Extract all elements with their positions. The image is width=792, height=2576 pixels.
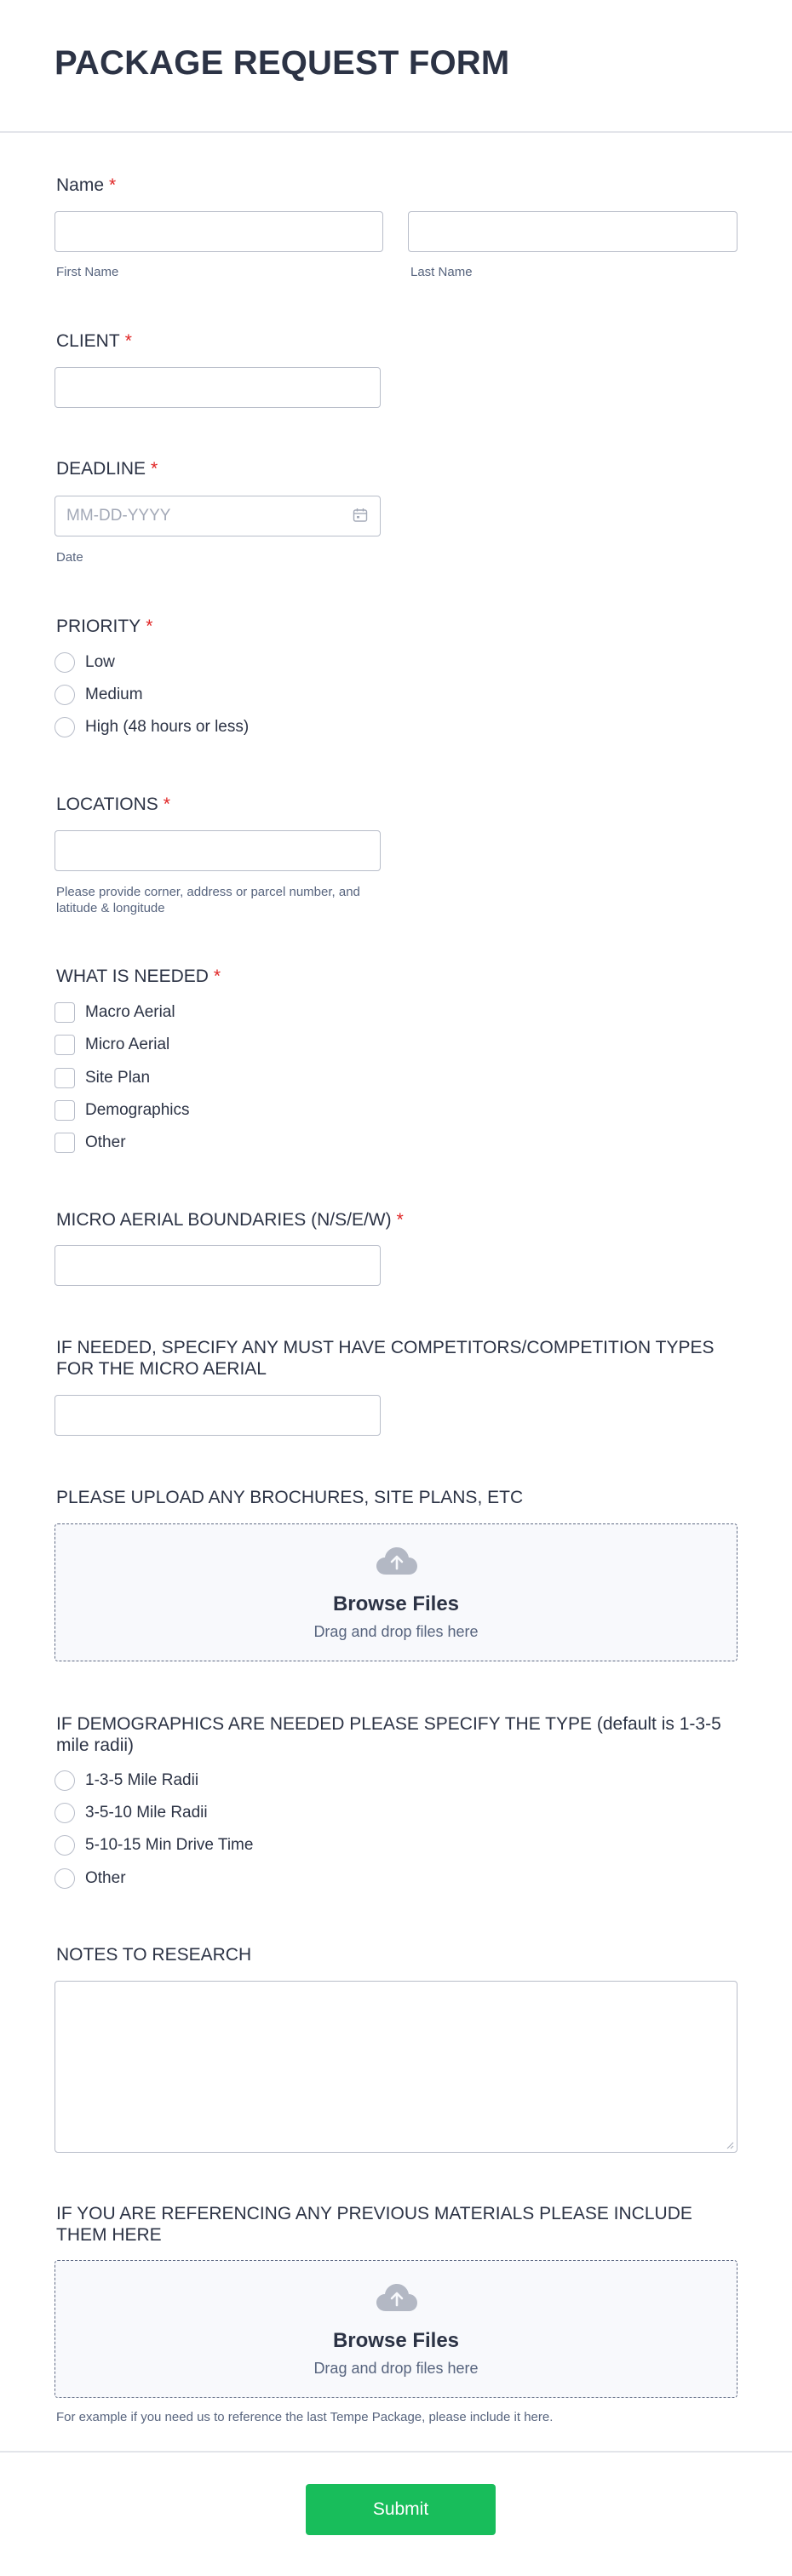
deadline-sublabel: Date [56,550,83,565]
first-name-sublabel: First Name [56,265,119,279]
checkbox[interactable] [55,1100,75,1121]
form-title: PACKAGE REQUEST FORM [55,44,510,82]
upload-previous-title: Browse Files [332,2329,460,2352]
deadline-placeholder: MM-DD-YYYY [66,507,171,525]
needed-option-other[interactable]: Other [55,1132,126,1154]
checkbox[interactable] [55,1133,75,1153]
needed-option-site-plan[interactable]: Site Plan [55,1067,150,1089]
upload-brochures-label: PLEASE UPLOAD ANY BROCHURES, SITE PLANS, ETC [56,1488,524,1507]
upload-previous-label: IF YOU ARE REFERENCING ANY PREVIOUS MATERIALS PLEASE INCLUDE THEM HERE [56,2204,692,2245]
needed-option-macro-aerial[interactable]: Macro Aerial [55,1001,175,1024]
calendar-icon[interactable] [353,508,368,523]
notes-textarea[interactable] [55,1981,737,2153]
competitors-label: IF NEEDED, SPECIFY ANY MUST HAVE COMPETITORS/COMPETITION TYPES FOR THE MICRO AERIAL [56,1338,715,1379]
boundaries-label: MICRO AERIAL BOUNDARIES (N/S/E/W) * [56,1210,404,1230]
locations-label: LOCATIONS * [56,795,170,814]
radio-button[interactable] [55,685,75,705]
upload-brochures-dropzone[interactable] [55,1523,737,1661]
radio-button[interactable] [55,652,75,673]
upload-previous-help: For example if you need us to reference the last Tempe Package, please include it here. [56,2410,554,2424]
submit-button[interactable]: Submit [306,2484,496,2535]
deadline-date-input[interactable] [55,496,381,536]
upload-brochures-hint: Drag and drop files here [313,1623,479,1640]
upload-previous-hint: Drag and drop files here [313,2360,479,2377]
demographics-option-drive-time[interactable]: 5-10-15 Min Drive Time [55,1834,253,1856]
cloud-upload-icon [376,1546,418,1575]
upload-previous-dropzone[interactable] [55,2260,737,2398]
client-label: CLIENT * [56,331,132,351]
priority-label: PRIORITY * [56,617,153,636]
needed-option-micro-aerial[interactable]: Micro Aerial [55,1034,169,1056]
boundaries-input[interactable] [55,1245,381,1286]
radio-button[interactable] [55,717,75,737]
priority-option-high[interactable]: High (48 hours or less) [55,716,249,738]
needed-option-demographics[interactable]: Demographics [55,1099,190,1122]
last-name-input[interactable] [408,211,737,252]
radio-button[interactable] [55,1835,75,1856]
footer-divider [0,2451,792,2453]
form-header [0,0,792,133]
client-input[interactable] [55,367,381,408]
resize-grip-icon[interactable] [726,2141,734,2149]
competitors-input[interactable] [55,1395,381,1436]
radio-button[interactable] [55,1803,75,1823]
deadline-label: DEADLINE * [56,459,158,479]
radio-button[interactable] [55,1868,75,1889]
checkbox[interactable] [55,1035,75,1055]
checkbox[interactable] [55,1002,75,1023]
notes-label: NOTES TO RESEARCH [56,1945,252,1965]
locations-help: Please provide corner, address or parcel number, and latitude & longitude [56,885,360,915]
demographics-option-3-5-10[interactable]: 3-5-10 Mile Radii [55,1802,208,1824]
needed-label: WHAT IS NEEDED * [56,967,221,986]
upload-brochures-title: Browse Files [332,1592,460,1615]
priority-option-low[interactable]: Low [55,651,115,674]
demographics-option-other[interactable]: Other [55,1867,126,1890]
priority-option-medium[interactable]: Medium [55,684,143,706]
name-label: Name * [56,175,117,195]
demographics-option-1-3-5[interactable]: 1-3-5 Mile Radii [55,1770,198,1792]
radio-button[interactable] [55,1770,75,1791]
cloud-upload-icon [376,2283,418,2312]
checkbox[interactable] [55,1068,75,1088]
last-name-sublabel: Last Name [410,265,473,279]
locations-input[interactable] [55,830,381,871]
demographics-label: IF DEMOGRAPHICS ARE NEEDED PLEASE SPECIFY THE TYPE (default is 1-3-5 mile radii) [56,1714,721,1755]
first-name-input[interactable] [55,211,383,252]
